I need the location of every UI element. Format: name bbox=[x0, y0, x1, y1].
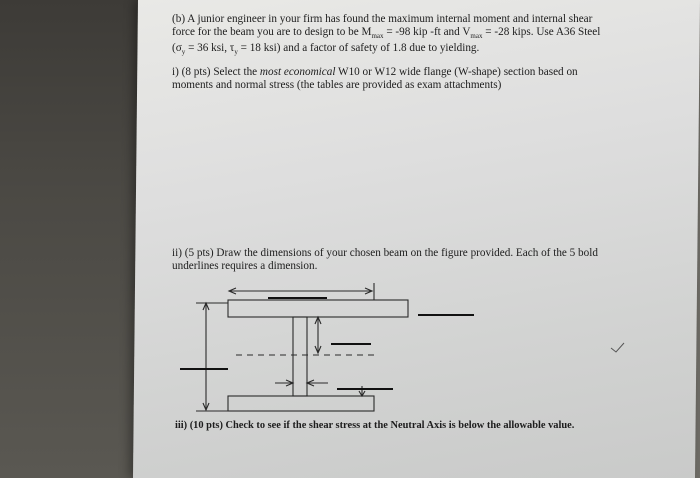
tau-label: = 36 ksi, τ bbox=[185, 42, 235, 55]
part-b-line-2e: = -28 kips. Use A36 Steel bbox=[482, 25, 601, 38]
part-b-line-2a: force for the beam you are to design to be M bbox=[172, 25, 372, 38]
part-i-rest: W10 or W12 wide flange (W-shape) section based on bbox=[335, 66, 578, 78]
pencil-check-mark-icon bbox=[611, 343, 624, 352]
part-i-prefix: i) (8 pts) Select the bbox=[172, 66, 260, 78]
part-b-line-1: (b) A junior engineer in your firm has found the maximum internal moment and internal shear bbox=[172, 13, 593, 25]
tau-subscript: y bbox=[234, 48, 238, 57]
sigma-subscript: y bbox=[181, 48, 186, 57]
m-max-subscript: max bbox=[371, 31, 384, 40]
bottom-flange bbox=[228, 396, 374, 411]
top-flange bbox=[228, 300, 408, 317]
part-b-line-3c: = 18 ksi) and a factor of safety of 1.8 due to yielding. bbox=[237, 42, 480, 55]
part-iii-prompt: iii) (10 pts) Check to see if the shear stress at the Neutral Axis is below the allowable value. bbox=[175, 420, 575, 431]
part-i-line-2: moments and normal stress (the tables are provided as exam attachments) bbox=[172, 78, 502, 91]
part-ii-line-1: ii) (5 pts) Draw the dimensions of your chosen beam on the figure provided. Each of the 5 bold bbox=[172, 247, 598, 259]
v-max-subscript: max bbox=[470, 31, 483, 40]
sigma-label: (σ bbox=[172, 42, 182, 55]
web bbox=[293, 317, 307, 396]
part-i-emphasis: most economical bbox=[259, 66, 336, 78]
part-b-line-2c: = -98 kip -ft and V bbox=[383, 25, 471, 38]
part-ii-line-2: underlines requires a dimension. bbox=[172, 259, 318, 272]
